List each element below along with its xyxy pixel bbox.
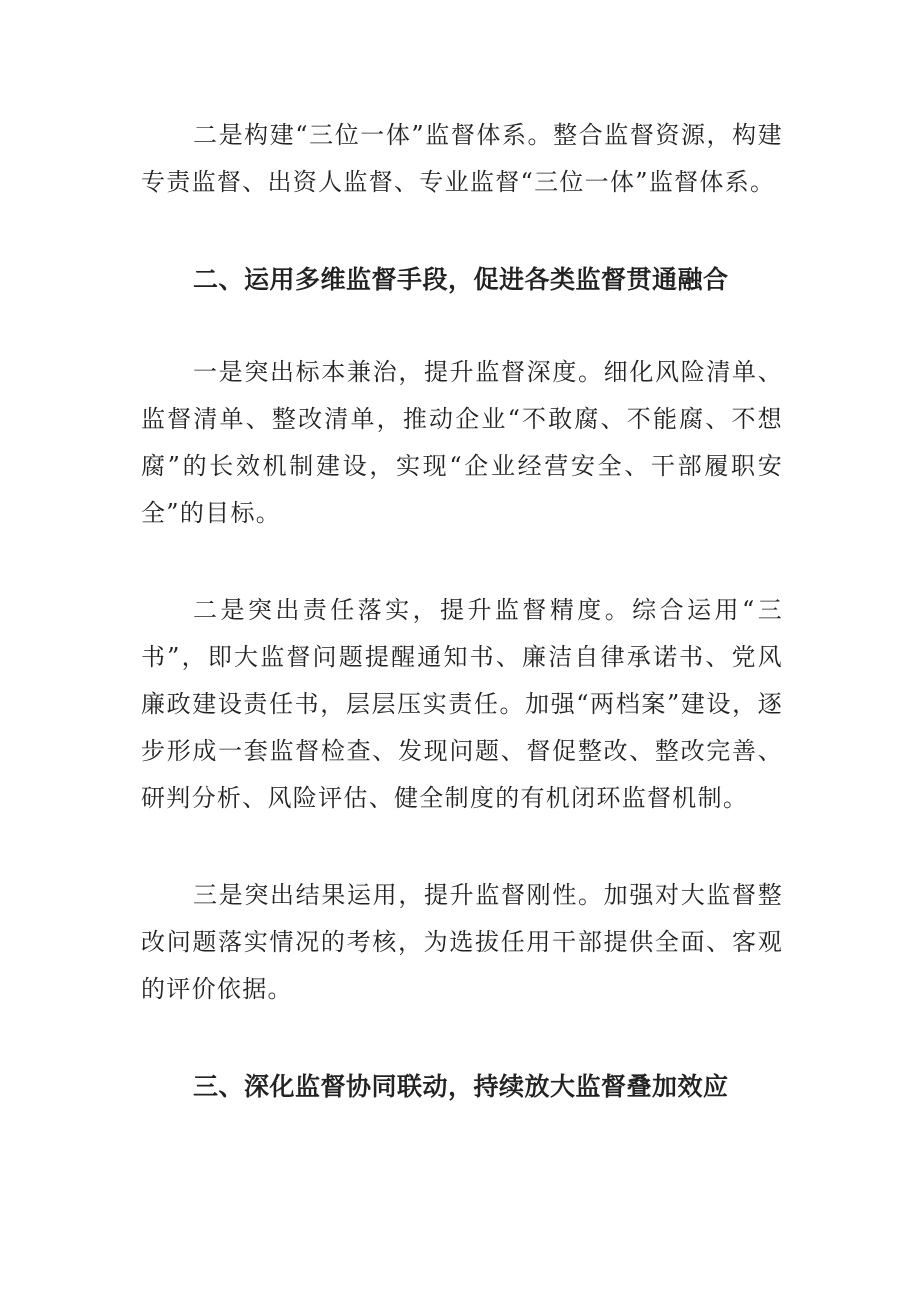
paragraph-supervision-precision: 二是突出责任落实，提升监督精度。综合运用“三书”，即大监督问题提醒通知书、廉洁自律承诺书、党风廉政建设责任书，层层压实责任。加强“两档案”建设，逐步形成一套监督检查、发现问题、督促整改、整改完善、研判分析、风险评估、健全制度的有机闭环监督机制。 bbox=[141, 596, 783, 812]
paragraph-supervision-depth: 一是突出标本兼治，提升监督深度。细化风险清单、监督清单、整改清单，推动企业“不敢腐、不能腐、不想腐”的长效机制建设，实现“企业经营安全、干部履职安全”的目标。 bbox=[141, 358, 783, 527]
document-page bbox=[141, 112, 783, 1110]
paragraph-supervision-rigidity: 三是突出结果运用，提升监督刚性。加强对大监督整改问题落实情况的考核，为选拔任用干部提供全面、客观的评价依据。 bbox=[141, 881, 783, 1003]
section-heading-3: 三、深化监督协同联动，持续放大监督叠加效应 bbox=[193, 1072, 729, 1101]
paragraph-three-in-one-supervision: 二是构建“三位一体”监督体系。整合监督资源，构建专责监督、出资人监督、专业监督“三位一体”监督体系。 bbox=[141, 121, 783, 196]
section-heading-2: 二、运用多维监督手段，促进各类监督贯通融合 bbox=[193, 265, 729, 294]
